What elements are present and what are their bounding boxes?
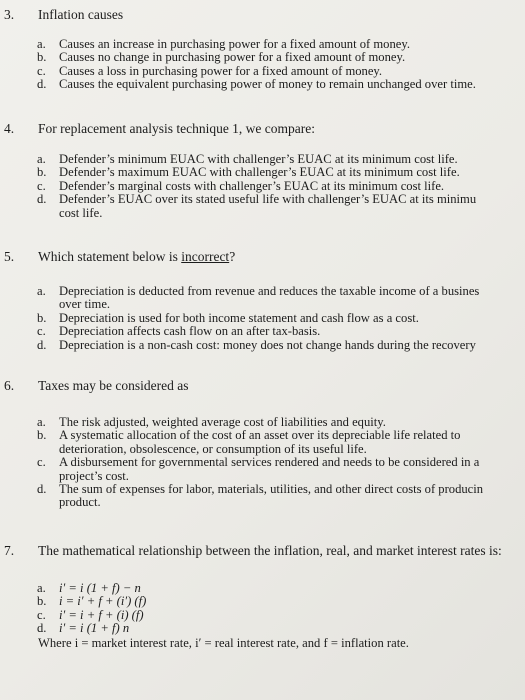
option-b (0, 166, 525, 179)
option-formula: i = i′ + f + (i′) (f) (59, 594, 147, 609)
option-a (0, 285, 525, 312)
option-formula: i′ = i (1 + f) − n (59, 581, 141, 595)
question-text: For replacement analysis technique 1, we compare: (38, 121, 316, 136)
option-letter: d. (37, 192, 47, 207)
question-text: Inflation causes (38, 7, 124, 22)
options-list (0, 153, 525, 220)
option-c (0, 65, 525, 78)
option-d (0, 622, 525, 635)
option-text: The sum of expenses for labor, materials, utilities, and other direct costs of producin (59, 481, 484, 496)
option-b (0, 51, 525, 64)
option-letter: a. (37, 284, 46, 298)
option-text: Causes a loss in purchasing power for a fixed amount of money. (59, 63, 383, 78)
option-text: Causes an increase in purchasing power for a fixed amount of money. (59, 37, 410, 51)
option-text: Causes no change in purchasing power for a fixed amount of money. (59, 50, 406, 65)
option-formula: i′ = i + f + (i) (f) (59, 607, 144, 622)
option-letter: b. (37, 428, 47, 443)
option-text: The risk adjusted, weighted average cost of liabilities and equity. (59, 415, 386, 429)
options-list (0, 38, 525, 92)
option-text-continued: deterioration, obsolescence, or consumption of its useful life. (59, 441, 367, 456)
option-text-continued: product. (59, 495, 101, 510)
option-letter: c. (37, 455, 46, 470)
option-letter: a. (37, 581, 46, 595)
question-text-underlined: incorrect (181, 249, 230, 264)
option-letter: c. (37, 63, 46, 78)
options-list (0, 582, 525, 636)
option-letter: c. (37, 324, 46, 339)
option-text: Defender’s minimum EUAC with challenger’s EUAC at its minimum cost life. (59, 152, 458, 166)
option-text: Depreciation affects cash flow on an after tax-basis. (59, 324, 321, 339)
option-letter: b. (37, 165, 47, 180)
option-letter: d. (37, 621, 47, 636)
option-text: A disbursement for governmental services rendered and needs to be considered in a (59, 455, 480, 470)
option-c (0, 609, 525, 622)
option-text: Defender’s EUAC over its stated useful life with challenger’s EUAC at its minimu (59, 192, 477, 207)
option-b (0, 312, 525, 325)
option-text-continued: project’s cost. (59, 468, 129, 483)
option-formula: i′ = i (1 + f) n (59, 621, 130, 636)
option-text: Defender’s marginal costs with challenger’s EUAC at its minimum cost life. (59, 178, 445, 193)
option-text: Depreciation is used for both income statement and cash flow as a cost. (59, 310, 419, 325)
options-list (0, 285, 525, 352)
option-letter: c. (37, 607, 46, 622)
question-text: The mathematical relationship between the inflation, real, and market interest rates is: (38, 543, 502, 558)
option-letter: a. (37, 152, 46, 166)
option-letter: a. (37, 37, 46, 51)
option-text: Defender’s maximum EUAC with challenger’s EUAC at its minimum cost life. (59, 165, 460, 180)
option-letter: a. (37, 415, 46, 429)
option-d (0, 78, 525, 91)
option-text-continued: over time. (59, 297, 111, 312)
option-letter: d. (37, 337, 47, 352)
option-text: Depreciation is a non-cash cost: money does not change hands during the recovery (59, 337, 476, 352)
option-letter: c. (37, 178, 46, 193)
option-a (0, 416, 525, 429)
option-d (0, 483, 525, 510)
option-letter: b. (37, 594, 47, 609)
option-a (0, 38, 525, 51)
option-letter: b. (37, 310, 47, 325)
variable-definitions: Where i = market interest rate, i′ = real interest rate, and f = inflation rate. (38, 636, 409, 650)
option-d (0, 339, 525, 352)
option-a (0, 153, 525, 166)
option-letter: d. (37, 481, 47, 496)
question-number: 4. (4, 121, 15, 136)
option-c (0, 456, 525, 483)
option-b (0, 595, 525, 608)
question-number: 7. (4, 543, 15, 558)
option-letter: d. (37, 77, 47, 92)
option-text: A systematic allocation of the cost of an asset over its depreciable life related to (59, 428, 461, 443)
option-text: Depreciation is deducted from revenue and reduces the taxable income of a busines (59, 284, 480, 298)
question-number: 3. (4, 7, 15, 22)
option-c (0, 180, 525, 193)
option-b (0, 429, 525, 456)
option-letter: b. (37, 50, 47, 65)
question-text (38, 249, 235, 265)
question-text-prefix: Which statement below is (38, 249, 182, 264)
question-number: 6. (4, 378, 15, 393)
question-text: Taxes may be considered as (38, 378, 189, 393)
question-number: 5. (4, 249, 15, 264)
option-d (0, 193, 525, 220)
option-text-continued: cost life. (59, 205, 103, 220)
options-list (0, 416, 525, 510)
option-a (0, 582, 525, 595)
option-text: Causes the equivalent purchasing power of money to remain unchanged over time. (59, 77, 476, 92)
option-c (0, 325, 525, 338)
question-text-suffix: ? (229, 249, 236, 264)
